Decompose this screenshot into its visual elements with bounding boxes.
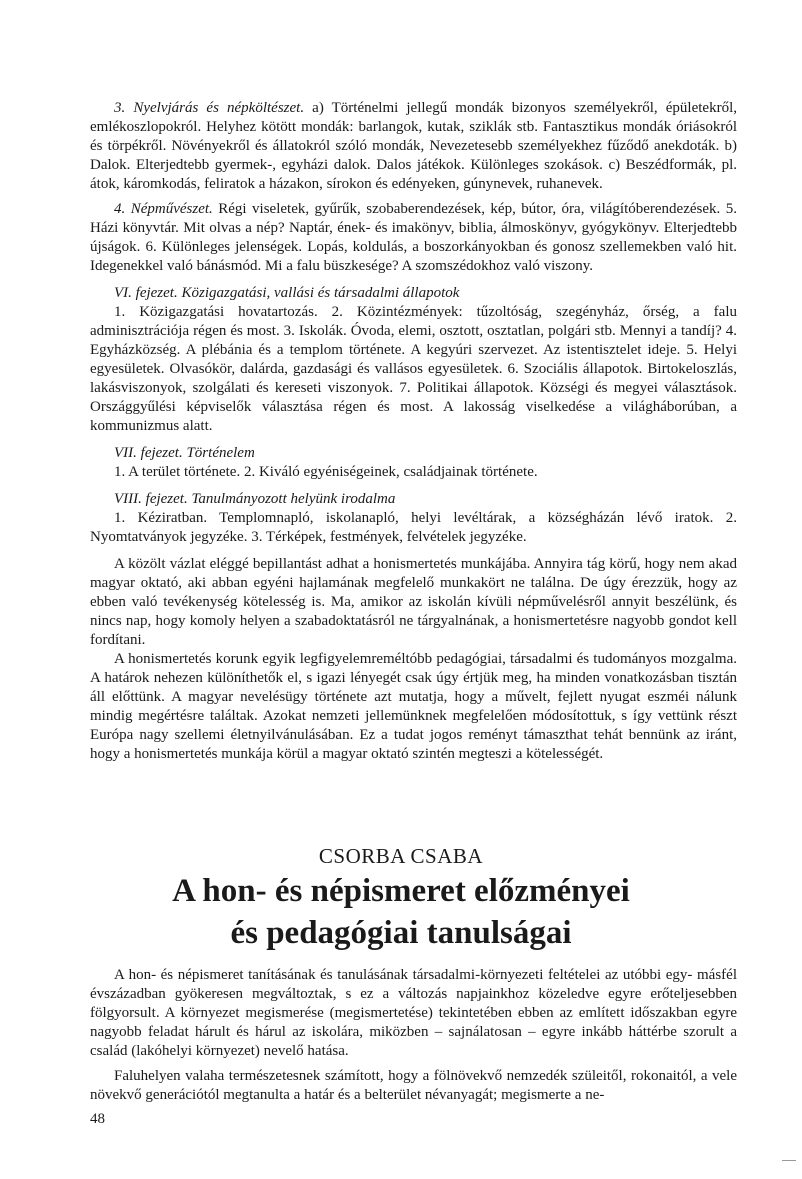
chapter-8-heading: VIII. fejezet. Tanulmányozott helyünk irodalma	[114, 491, 396, 507]
chapter-6-heading: VI. fejezet. Közigazgatási, vallási és társadalmi állapotok	[114, 285, 460, 301]
section-3-text: a) Történelmi jellegű mondák bizonyos személyekről, épületekről, emlékoszlopokról. Helyhez kötött mondák: barlangok, kutak, sziklák stb. Fantasztikus mondák óriásokról és törpékről. Növényekről és állatokról szóló mondák, Nevezetesebb személyekhez fűződő anekdoták. b) Dalok. Elterjedtebb gyermek-, egyházi dalok. Dalos játékok. Különleges szokások. c) Beszédformák, pl. átok, káromkodás, feliratok a házakon, sírokon és edényeken, gúnynevek, ruhanevek.	[90, 100, 737, 192]
chapter-6-text: 1. Közigazgatási hovatartozás. 2. Közintézmények: tűzoltóság, szegényház, őrség, a falu adminisztrációja régen és most. 3. Iskolák. Óvoda, elemi, osztott, osztatlan, polgári stb. Mennyi a tandíj? 4. Egyházközség. A plébánia és a templom története. A kegyúri szervezet. Az istentisztelet ideje. 5. Helyi egyesületek. Olvasókör, dalárda, gazdasági és vallásos egyesületek. 6. Szociális állapotok. Birtokeloszlás, lakásviszonyok, szolgálati és kereseti viszonyok. 7. Politikai állapotok. Községi és megyei választások. Országgyűlési képviselők választása régen és most. A lakosság viselkedése a világháborúban, a kommunizmus alatt.	[90, 304, 737, 434]
section-3-paragraph	[90, 99, 737, 194]
closing-paragraph-1: A közölt vázlat eléggé bepillantást adhat a honismertetés munkájába. Annyira tág körű, hogy nem akad magyar oktató, aki abban egyéni hajlamának megfelelő munkakört ne találna. De úgy érezzük, hogy az ebben való tevékenység kötelesség is. Ma, amikor az iskolán kívüli népművelésről annyit beszélünk, és nincs nap, hogy komoly helyen a szabadoktatásról ne tárgyalnának, a honismertetésre nagyobb gondot kell fordítani.	[90, 556, 737, 648]
outline-column	[90, 99, 737, 764]
section-3-label: 3. Nyelvjárás és népköltészet.	[114, 100, 305, 116]
closing-paragraph-2: A honismertetés korunk egyik legfigyelemreméltóbb pedagógiai, társadalmi és tudományos mozgalma. A határok nehezen különíthetők el, s igazi lényegét csak úgy értjük meg, ha minden vonatkozásban tisztán áll előttünk. A magyar nevelésügy története azt mutatja, hogy a művelt, fejlett nyugat eszméi nálunk mindig megértésre találtak. Azokat nemzeti jellemünknek megfelelően módosítottuk, s így vettünk részt Európa nagy szellemi életnyilvánulásában. Ez a tudat jogos reményt támaszthat tehát bennünk az iránt, hogy a honismertetés munkája körül a magyar oktató szintén megteszi a kötelességét.	[90, 651, 737, 762]
section-4-paragraph	[90, 200, 737, 276]
chapter-7-heading: VII. fejezet. Történelem	[114, 445, 255, 461]
article-paragraph-2: Faluhelyen valaha természetesnek számított, hogy a fölnövekvő nemzedék szüleitől, rokonaitól, a vele növekvő generációtól megtanulta a határ és a belterület névanyagát; megismerte a ne-	[90, 1068, 737, 1103]
article-author: CSORBA CSABA	[318, 844, 484, 868]
article-title-line-2: és pedagógiai tanulságai	[230, 915, 572, 951]
chapter-8-text: 1. Kéziratban. Templomnapló, iskolanapló, helyi levéltárak, a községházán lévő iratok. 2. Nyomtatványok jegyzéke. 3. Térképek, festmények, felvételek jegyzéke.	[90, 510, 737, 545]
page-number: 48	[90, 1111, 105, 1127]
article-body	[90, 966, 737, 1105]
scan-edge-mark	[782, 1160, 796, 1161]
section-4-text: Régi viseletek, gyűrűk, szobaberendezések, kép, bútor, óra, világítóberendezések. 5. Házi könyvtár. Mit olvas a nép? Naptár, ének- és imakönyv, biblia, álmoskönyv, gyógykönyv. Elterjedtebb újságok. 6. Különleges jelenségek. Lopás, koldulás, a boszorkányokban és gonosz szellemekben való hit. Idegenekkel való bánásmód. Mi a falu büszkesége? A szomszédokhoz való viszony.	[90, 201, 737, 274]
article-paragraph-1: A hon- és népismeret tanításának és tanulásának társadalmi-környezeti feltételei az utóbbi egy- másfél évszázadban gyökeresen megváltoztak, s ez a változás napjainkhoz közeledve egyre erőteljesebben fölgyorsult. A környezet megismerése (megismertetése) tekintetében ebben az említett időszakban egyre nagyobb feladat hárult és hárul az iskolára, miközben – sajnálatosan – egyre inkább háttérbe szorult a család (lakóhelyi környezet) nevelő hatása.	[90, 967, 737, 1059]
section-4-label: 4. Népművészet.	[114, 201, 213, 217]
article-title-line-1: A hon- és népismeret előzményei	[172, 873, 630, 909]
article-title	[0, 870, 802, 954]
chapter-7-text: 1. A terület története. 2. Kiváló egyéniségeinek, családjainak története.	[114, 464, 538, 480]
